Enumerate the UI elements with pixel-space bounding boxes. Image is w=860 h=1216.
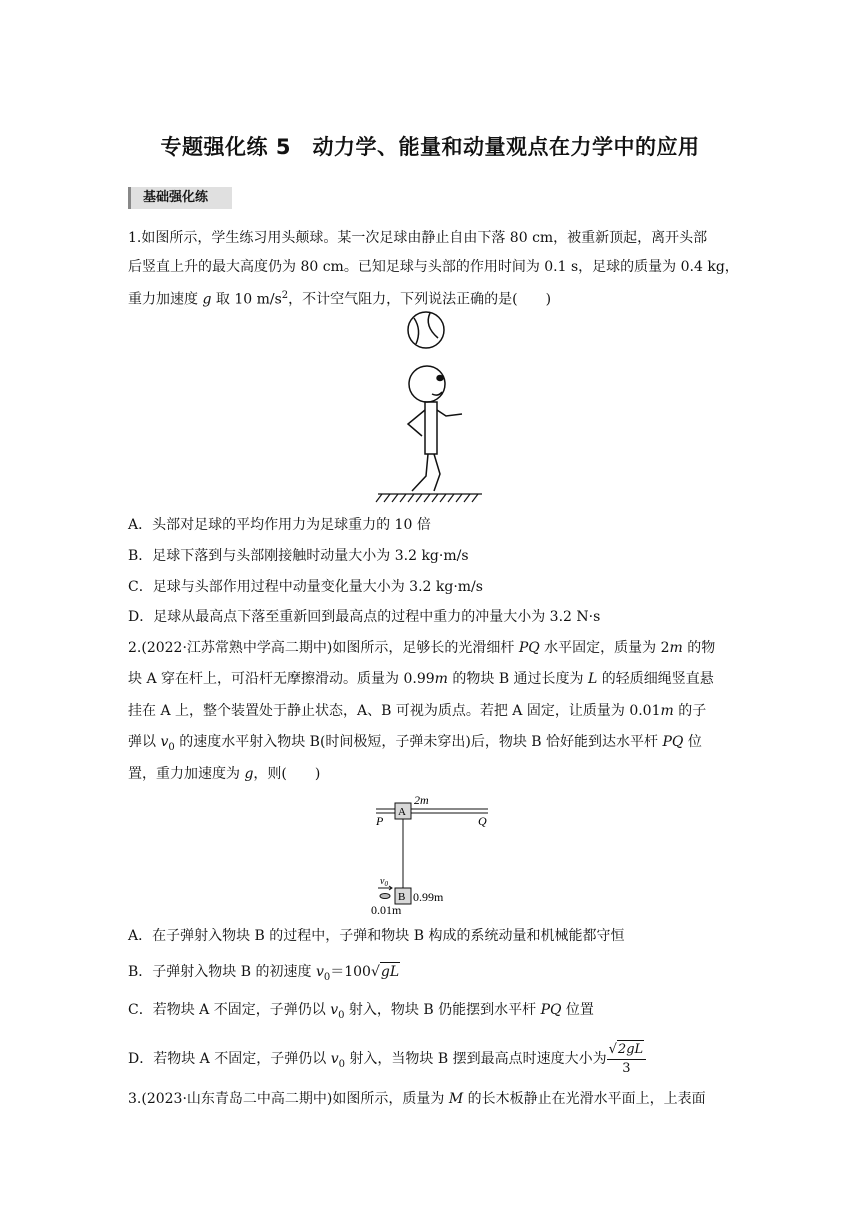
fraction: $\frac{√2gL}{3}$: [607, 1040, 647, 1078]
q1-line-1: 1.如图所示，学生练习用头颠球。某一次足球由静止自由下落 80 cm，被重新顶起，离开头部: [128, 230, 708, 246]
q2-option-d: D．若物块 A 不固定，子弹仍以 $v_0$ 射入，当物块 B 摆到最高点时速度大小为 $\frac{√2gL}{3}$: [128, 1040, 646, 1078]
football-icon: [408, 312, 444, 348]
rod-block-figure: [366, 792, 506, 922]
label-2m: 2m: [414, 793, 429, 807]
q2-line-3: 挂在 A 上，整个装置处于静止状态，A、B 可视为质点。若把 A 固定，让质量为 0.01m 的子: [128, 703, 707, 719]
q2-line-5: 置，重力加速度为 g，则( ): [128, 766, 321, 782]
label-b: B: [398, 891, 406, 903]
q2-option-a: A．在子弹射入物块 B 的过程中，子弹和物块 B 构成的系统动量和机械能都守恒: [128, 928, 625, 944]
q1-line-3: 重力加速度 g 取 10 $m/s^2$，不计空气阻力，下列说法正确的是( ): [128, 290, 552, 308]
ground-icon: [376, 494, 482, 502]
q3-line-1: 3.(2023·山东青岛二中高二期中)如图所示，质量为 M 的长木板静止在光滑水平面上，上表面: [128, 1091, 706, 1107]
label-099m: 0.99m: [413, 890, 444, 904]
q2-line-2: 块 A 穿在杆上，可沿杆无摩擦滑动。质量为 0.99m 的物块 B 通过长度为 L 的轻质细绳竖直悬: [128, 671, 714, 687]
q1-line-2: 后竖直上升的最大高度仍为 80 cm。已知足球与头部的作用时间为 0.1 s，足球的质量为 0.4 kg，: [128, 259, 739, 275]
q1-option-c: C．足球与头部作用过程中动量变化量大小为 3.2 kg·m/s: [128, 579, 483, 595]
q2-option-b: B．子弹射入物块 B 的初速度 $v_0=100√gL$: [128, 964, 400, 983]
label-p: P: [376, 814, 384, 828]
page-title: 专题强化练 5 动力学、能量和动量观点在力学中的应用: [160, 135, 700, 159]
bullet-icon: [380, 894, 390, 899]
q1-option-d: D．足球从最高点下落至重新回到最高点的过程中重力的冲量大小为 3.2 N·s: [128, 609, 601, 625]
sqrt-symbol: √: [370, 964, 380, 980]
q2-option-c: C．若物块 A 不固定，子弹仍以 $v_0$ 射入，物块 B 仍能摆到水平杆 PQ 位置: [128, 1002, 594, 1021]
q1-option-b: B．足球下落到与头部刚接触时动量大小为 3.2 kg·m/s: [128, 548, 469, 564]
student-icon: [408, 366, 462, 491]
q2-line-1: 2.(2022·江苏常熟中学高二期中)如图所示，足够长的光滑细杆 PQ 水平固定，质量为 2m 的物: [128, 640, 716, 656]
label-001m: 0.01m: [371, 903, 402, 917]
label-q: Q: [478, 814, 487, 828]
section-heading: 基础强化练: [128, 187, 232, 209]
q2-line-4: 弹以 $v_0$ 的速度水平射入物块 B(时间极短，子弹未穿出)后，物块 B 恰好能到达水平杆 PQ 位: [128, 734, 702, 753]
label-v0: $v_0$: [380, 876, 388, 888]
label-a: A: [398, 806, 406, 818]
heading-ball-figure: [370, 308, 490, 508]
q1-option-a: A．头部对足球的平均作用力为足球重力的 10 倍: [128, 517, 431, 533]
